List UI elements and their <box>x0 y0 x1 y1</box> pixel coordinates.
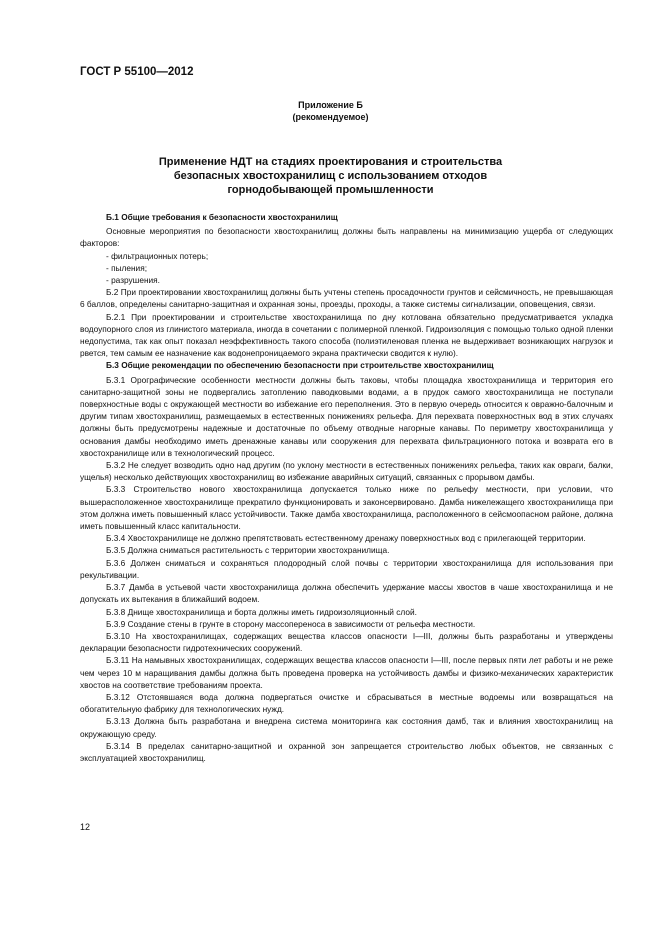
paragraph: Б.3.11 На намывных хвостохранилищах, содержащих вещества классов опасности I—III, после первых пяти лет работы и не реже чем через 10 м наращивания дамбы должна быть проведена проверка на устойчивость дамбы и физико-механических характеристик хвостов на соответствие требованиям проекта. <box>80 655 613 690</box>
paragraph: Б.2.1 При проектировании и строительстве хвостохранилища по дну котлована обязательно предусматривается укладка водоупорного слоя из глинистого материала, иногда в сочетании с полимерной пленкой. Гидроизоляция с помощью только одной пленки недопустима, так как опыт показал неэффективность такого способа (полиэтиленовая пленка не выдерживает возникающих нагрузок и рвется, тем самым ее назначение как водонепроницаемого экрана практически сводится к нулю). <box>80 311 613 359</box>
paragraph: Б.3.13 Должна быть разработана и внедрена система мониторинга как состояния дамб, так и влияния хвостохранилищ на окружающую среду. <box>80 716 613 739</box>
paragraph: Б.3.3 Строительство нового хвостохранилища допускается только ниже по рельефу местности, при условии, что вышерасположенное хвостохранилище прекратило функционировать и законсервировано. Дамба нижележащего хвостохранилища при этом должна иметь повышенный класс устойчивости. Также дамба хвостохранилища, расположенного в сейсмоопасном районе, должна иметь повышенный класс капитальности. <box>80 484 613 532</box>
standard-header: ГОСТ Р 55100—2012 <box>80 66 194 78</box>
title-line: безопасных хвостохранилищ с использованием отходов <box>173 170 488 182</box>
paragraph: Б.3.2 Не следует возводить одно над другим (по уклону местности в естественных понижениях рельефа, таких как овраги, балки, ущелья) несколько действующих хвостохранилищ во избежание аварийных ситуаций, связанных с прорывом дамбы. <box>80 460 613 483</box>
document-title <box>0 155 661 197</box>
paragraph: Б.3.9 Создание стены в грунте в сторону массопереноса в зависимости от рельефа местности. <box>106 618 476 629</box>
appendix-status: (рекомендуемое) <box>292 112 369 122</box>
paragraph: Б.3.7 Дамба в устьевой части хвостохранилища должна обеспечить удержание массы хвостов в чаше хвостохранилища и не допускать их вытекания в ближайший водоем. <box>80 582 613 605</box>
title-line: горнодобывающей промышленности <box>227 184 434 196</box>
list-item: - фильтрационных потерь; <box>106 250 209 261</box>
list-item: - разрушения. <box>106 275 160 286</box>
paragraph: Б.3.1 Орографические особенности местности должны быть таковы, чтобы площадка хвостохранилища и территория его санитарно-защитной зоны не подвергались затоплению паводковыми водами, а в прудок самого хвостохранилища не поступали поверхностные воды с окружающей местности во избежание его переполнения. Это в первую очередь относится к овражно-балочным и другим типам хвостохранилищ, размещаемых в естественных понижениях рельефа. Для перехвата поверхностных вод в этих случаях должны быть предусмотрены надежные и достаточные по объему отводные нагорные канавы. По периметру хвостохранилища у основания дамбы необходимо иметь дренажные канавы или сооружения для перехвата фильтрационного потока и возврата его в хвостохранилище или в технологический процесс. <box>80 374 613 458</box>
paragraph: Б.3.12 Отстоявшаяся вода должна подвергаться очистке и сбрасываться в местные водоемы или возвращаться на обогатительную фабрику для технологических нужд. <box>80 691 613 715</box>
paragraph: Б.3.5 Должна сниматься растительность с территории хвостохранилища. <box>106 545 390 556</box>
appendix-block <box>0 99 661 123</box>
section-heading: Б.1 Общие требования к безопасности хвостохранилищ <box>106 212 338 222</box>
paragraph: Б.3.6 Должен сниматься и сохраняться плодородный слой почвы с территории хвостохранилища для использования при рекультивации. <box>80 557 613 580</box>
appendix-label: Приложение Б <box>298 100 363 110</box>
section-heading: Б.3 Общие рекомендации по обеспечению безопасности при строительстве хвостохранилищ <box>106 360 494 371</box>
document-body <box>80 211 613 764</box>
paragraph: Б.3.14 В пределах санитарно-защитной и охранной зон запрещается строительство любых объектов, не связанных с эксплуатацией хвостохранилищ. <box>80 740 613 763</box>
paragraph: Б.3.10 На хвостохранилищах, содержащих вещества классов опасности I—III, должны быть разработаны и утверждены декларации безопасности гидротехнических сооружений. <box>80 630 613 654</box>
paragraph: Б.3.8 Днище хвостохранилища и борта должны иметь гидроизоляционный слой. <box>106 606 417 617</box>
paragraph: Б.3.4 Хвостохранилище не должно препятствовать естественному дренажу поверхностных вод с прилегающей территории. <box>106 533 586 544</box>
paragraph: Б.2 При проектировании хвостохранилищ должны быть учтены степень просадочности грунтов и сейсмичность, не превышающая 6 баллов, определены санитарно-защитная и охранная зоны, проезды, проходы, а также системы сигнализации, оповещения, связи. <box>80 287 613 310</box>
list-item: - пыления; <box>106 262 147 273</box>
paragraph: Основные мероприятия по безопасности хвостохранилищ должны быть направлены на минимизацию ущерба от следующих факторов: <box>80 226 613 249</box>
page-number: 12 <box>80 822 91 832</box>
title-line: Применение НДТ на стадиях проектирования и строительства <box>158 156 503 168</box>
